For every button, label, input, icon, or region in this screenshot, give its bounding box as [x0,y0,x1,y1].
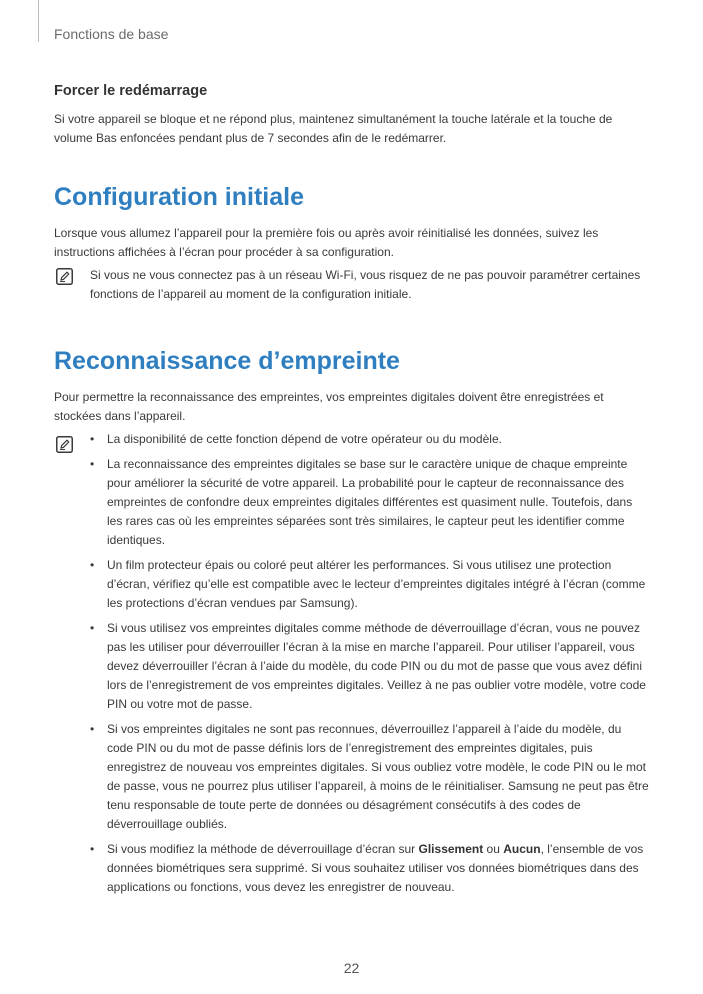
initial-setup-body: Lorsque vous allumez l’appareil pour la première fois ou après avoir réinitialisé les données, suivez les instructions affichées à l’écran pour procéder à sa configuration. [54,226,599,259]
list-item: • La reconnaissance des empreintes digitales se base sur le caractère unique de chaque empreinte pour améliorer la sécurité de votre appareil. La probabilité pour le capteur de reconnaissance des empreintes de confondre deux empreintes digitales différentes est quasiment nulle. Toutefois, dans les rares cas où les empreintes séparées sont très similaires, le capteur peut les identifier comme identiques. [90,457,633,547]
initial-setup-title: Configuration initiale [54,183,304,211]
list-item: • Si vous modifiez la méthode de déverrouillage d’écran sur Glissement ou Aucun, l’ensemble de vos données biométriques sera supprimé. Si vous souhaitez utiliser vos données biométriques dans des applications ou fonctions, vous devez les enregistrer de nouveau. [90,842,644,894]
option-glissement: Glissement [418,842,484,856]
initial-setup-note [54,266,650,304]
fingerprint-note [54,430,650,897]
running-header: Fonctions de base [54,26,169,42]
forced-restart-body: Si votre appareil se bloque et ne répond plus, maintenez simultanément la touche latérale et la touche de volume Bas enfoncées pendant plus de 7 secondes afin de le redémarrer. [54,112,613,145]
list-item: • Un film protecteur épais ou coloré peut altérer les performances. Si vous utilisez une protection d’écran, vérifiez qu’elle est compatible avec le lecteur d’empreintes digitales intégré à l’écran (comme les protections d’écran vendues par Samsung). [90,558,646,610]
list-item: • Si vos empreintes digitales ne sont pas reconnues, déverrouillez l’appareil à l’aide du modèle, du code PIN ou du mot de passe définis lors de l’enregistrement des empreintes digitales, puis enregistrez de nouveau vos empreintes digitales. Si vous oubliez votre modèle, le code PIN ou le mot de passe, vous ne pourrez plus utiliser l’appareil, à moins de le réinitialiser. Samsung ne peut pas être tenu responsable de toute perte de données ou désagrément consécutifs à des codes de déverrouillage oubliés. [90,722,649,831]
forced-restart-section [54,80,650,148]
note-pencil-icon [56,436,73,453]
option-aucun: Aucun [503,842,541,856]
forced-restart-heading: Forcer le redémarrage [54,83,208,99]
note-pencil-icon [56,268,73,285]
fingerprint-title: Reconnaissance d’empreinte [54,347,400,375]
fingerprint-bullet-list [90,430,650,897]
page-number: 22 [343,960,360,976]
page-content [54,80,650,903]
fingerprint-body: Pour permettre la reconnaissance des empreintes, vos empreintes digitales doivent être enregistrées et stockées dans l’appareil. [54,390,604,423]
list-item: • Si vous utilisez vos empreintes digitales comme méthode de déverrouillage d’écran, vous ne pouvez pas les utiliser pour déverrouiller l’écran à la mise en marche l’appareil. Pour utiliser l’appareil, vous devez déverrouiller l’écran à l’aide du modèle, du code PIN ou du mot de passe que vous avez défini lors de l’enregistrement de vos empreintes digitales. Veillez à ne pas oublier votre modèle, votre code PIN ou votre mot de passe. [90,621,646,711]
list-item: • La disponibilité de cette fonction dépend de votre opérateur ou du modèle. [90,432,502,446]
initial-setup-note-text: Si vous ne vous connectez pas à un réseau Wi-Fi, vous risquez de ne pas pouvoir paramétrer certaines fonctions de l’appareil au moment de la configuration initiale. [90,268,641,301]
header-rule [38,0,39,42]
fingerprint-section [54,344,650,897]
initial-setup-section [54,180,650,304]
